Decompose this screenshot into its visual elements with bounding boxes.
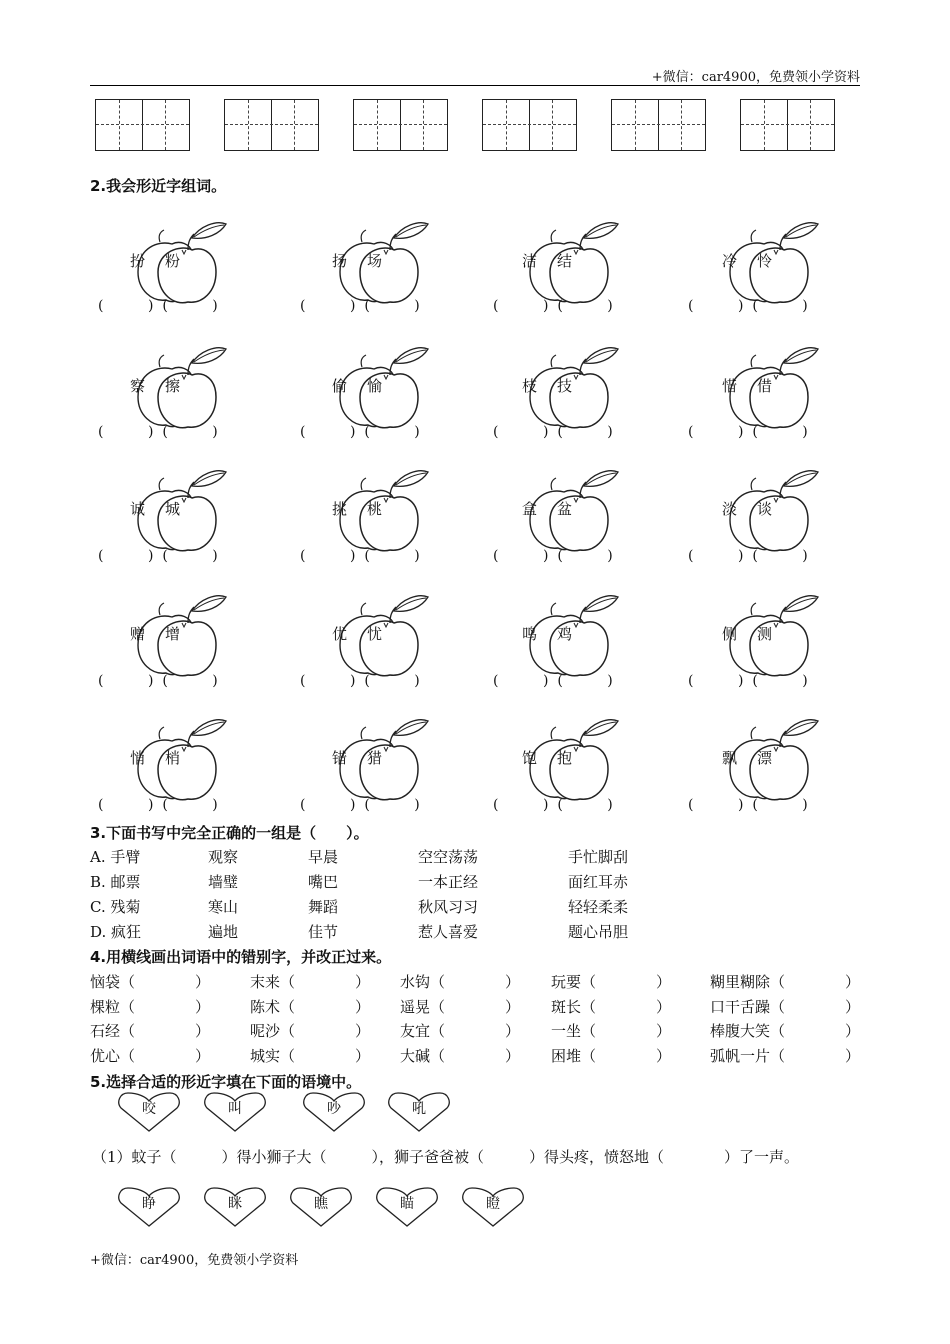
apple-char-left: 饱 (522, 749, 538, 767)
q3-option-cell: 秋风习习 (418, 898, 479, 916)
q4-word-blank[interactable]: 一坐（ ） (551, 1022, 672, 1040)
answer-blanks[interactable]: ( ) ( ) (98, 424, 218, 440)
q4-word-blank[interactable]: 困堆（ ） (551, 1046, 672, 1065)
apple-pair (712, 717, 832, 807)
q3-option-cell: 嘴巴 (308, 873, 339, 891)
q4-title: 4.用横线画出词语中的错别字，并改正过来。 (90, 948, 392, 966)
q4-word-blank[interactable]: 呢沙（ ） (250, 1022, 371, 1040)
apple-pair (712, 593, 832, 683)
apple-char-left: 偷 (332, 377, 348, 395)
answer-blanks[interactable]: ( ) ( ) (98, 673, 218, 689)
apple-char-left: 盒 (522, 500, 538, 518)
apple-char-right: 猎 (367, 749, 383, 767)
answer-blanks[interactable]: ( ) ( ) (493, 673, 613, 689)
apple-pair (322, 593, 442, 683)
apple-char-left: 枝 (522, 377, 538, 395)
apple-pair (322, 468, 442, 558)
q3-option-cell: 空空荡荡 (418, 848, 479, 866)
q4-word-blank[interactable]: 遥晃（ ） (400, 997, 521, 1016)
q5-sentence-1: （1）蚊子（ ）得小狮子大（ ），狮子爸爸被（ ）得头疼，愤怒地（ ）了一声。 (92, 1148, 800, 1166)
heart-char: 叫 (204, 1092, 266, 1132)
apple-char-right: 结 (557, 252, 573, 270)
answer-blanks[interactable]: ( ) ( ) (688, 797, 808, 813)
apple-pair (120, 717, 240, 807)
answer-blanks[interactable]: ( ) ( ) (300, 298, 420, 314)
apple-char-right: 抱 (557, 749, 573, 767)
answer-blanks[interactable]: ( ) ( ) (300, 673, 420, 689)
apple-char-right: 怜 (757, 252, 773, 270)
apple-pair (712, 468, 832, 558)
q3-option-cell: 早晨 (308, 848, 339, 866)
apple-char-right: 桃 (367, 500, 383, 518)
apple-char-left: 飘 (722, 749, 738, 767)
apple-char-left: 挑 (332, 500, 348, 518)
writing-grid-6[interactable] (740, 99, 835, 151)
answer-blanks[interactable]: ( ) ( ) (493, 548, 613, 564)
q3-option-cell: 轻轻柔柔 (568, 898, 629, 916)
header-note: +微信：car4900，免费领小学资料 (651, 70, 860, 85)
heart-char: 吼 (388, 1092, 450, 1132)
apple-char-right: 梢 (165, 749, 181, 767)
apple-char-left: 察 (130, 377, 146, 395)
q4-word-blank[interactable]: 糊里糊除（ ） (710, 973, 861, 991)
apple-char-left: 错 (332, 749, 348, 767)
apple-char-right: 擦 (165, 377, 181, 395)
writing-grid-4[interactable] (482, 99, 577, 151)
q4-word-blank[interactable]: 水钩（ ） (400, 973, 521, 991)
q4-word-blank[interactable]: 城实（ ） (250, 1046, 371, 1065)
apple-pair (712, 220, 832, 310)
q3-option-cell[interactable]: D. 疯狂 (90, 923, 142, 941)
apple-char-right: 借 (757, 377, 773, 395)
apple-pair (512, 593, 632, 683)
apple-char-left: 淡 (722, 500, 738, 518)
q3-option-cell[interactable]: A. 手臂 (90, 848, 141, 866)
q3-option-cell: 舞蹈 (308, 898, 339, 916)
apple-pair (512, 345, 632, 435)
q3-option-cell: 一本正经 (418, 873, 479, 891)
apple-char-right: 忧 (367, 625, 383, 643)
q4-word-blank[interactable]: 石经（ ） (90, 1022, 211, 1040)
apple-pair (120, 220, 240, 310)
apple-char-left: 诚 (130, 500, 146, 518)
apple-char-left: 洁 (522, 252, 538, 270)
q4-word-blank[interactable]: 大碱（ ） (400, 1046, 521, 1065)
q3-option-cell: 遍地 (208, 923, 239, 941)
apple-char-right: 盆 (557, 500, 573, 518)
q4-word-blank[interactable]: 恼袋（ ） (90, 973, 211, 991)
answer-blanks[interactable]: ( ) ( ) (300, 424, 420, 440)
answer-blanks[interactable]: ( ) ( ) (98, 797, 218, 813)
apple-char-right: 漂 (757, 749, 773, 767)
apple-char-left: 惜 (722, 377, 738, 395)
apple-char-left: 优 (332, 625, 348, 643)
answer-blanks[interactable]: ( ) ( ) (493, 298, 613, 314)
apple-char-right: 鸡 (557, 625, 573, 643)
apple-pair (712, 345, 832, 435)
apple-char-right: 愉 (367, 377, 383, 395)
apple-pair (322, 717, 442, 807)
q4-word-blank[interactable]: 棵粒（ ） (90, 997, 211, 1016)
answer-blanks[interactable]: ( ) ( ) (688, 298, 808, 314)
heart-char: 睁 (118, 1187, 180, 1227)
apple-pair (512, 468, 632, 558)
header-rule (90, 85, 860, 86)
q4-word-blank[interactable]: 斑长（ ） (551, 997, 672, 1016)
apple-char-right: 谈 (757, 500, 773, 518)
writing-grid-1[interactable] (95, 99, 190, 151)
writing-grid-2[interactable] (224, 99, 319, 151)
heart-char: 瞧 (290, 1187, 352, 1227)
q3-option-cell: 惹人喜爱 (418, 923, 479, 941)
apple-char-right: 场 (367, 252, 383, 270)
answer-blanks[interactable]: ( ) ( ) (98, 298, 218, 314)
q4-word-blank[interactable]: 口干舌躁（ ） (710, 997, 861, 1016)
answer-blanks[interactable]: ( ) ( ) (493, 797, 613, 813)
apple-char-right: 城 (165, 500, 181, 518)
q3-option-cell: 手忙脚刮 (568, 848, 629, 866)
heart-char: 咬 (118, 1092, 180, 1132)
apple-pair (120, 468, 240, 558)
heart-char: 瞪 (462, 1187, 524, 1227)
answer-blanks[interactable]: ( ) ( ) (493, 424, 613, 440)
answer-blanks[interactable]: ( ) ( ) (300, 797, 420, 813)
heart-char: 瞄 (376, 1187, 438, 1227)
q4-word-blank[interactable]: 弧帆一片（ ） (710, 1046, 861, 1065)
answer-blanks[interactable]: ( ) ( ) (688, 673, 808, 689)
apple-pair (322, 345, 442, 435)
q3-option-cell: 观察 (208, 848, 239, 866)
q3-option-cell[interactable]: B. 邮票 (90, 873, 141, 891)
writing-grid-3[interactable] (353, 99, 448, 151)
apple-char-left: 侧 (722, 625, 738, 643)
apple-char-left: 赠 (130, 625, 146, 643)
apple-pair (512, 717, 632, 807)
q3-option-cell: 面红耳赤 (568, 873, 629, 891)
q4-word-blank[interactable]: 棒腹大笑（ ） (710, 1022, 861, 1040)
answer-blanks[interactable]: ( ) ( ) (300, 548, 420, 564)
apple-pair (512, 220, 632, 310)
footer-note: +微信：car4900，免费领小学资料 (90, 1253, 299, 1268)
apple-char-right: 粉 (165, 252, 181, 270)
heart-char: 吵 (303, 1092, 365, 1132)
apple-char-left: 扮 (130, 252, 146, 270)
q4-word-blank[interactable]: 陈术（ ） (250, 997, 371, 1016)
q2-title: 2.我会形近字组词。 (90, 177, 227, 195)
apple-char-left: 鸣 (522, 625, 538, 643)
answer-blanks[interactable]: ( ) ( ) (98, 548, 218, 564)
apple-char-right: 技 (557, 377, 573, 395)
apple-char-right: 测 (757, 625, 773, 643)
writing-grid-5[interactable] (611, 99, 706, 151)
heart-char: 眯 (204, 1187, 266, 1227)
q3-option-cell: 墙璧 (208, 873, 239, 891)
q3-option-cell[interactable]: C. 残菊 (90, 898, 141, 916)
q3-option-cell: 寒山 (208, 898, 239, 916)
apple-pair (120, 345, 240, 435)
apple-char-left: 扬 (332, 252, 348, 270)
q3-title: 3.下面书写中完全正确的一组是（ ）。 (90, 824, 369, 842)
apple-pair (120, 593, 240, 683)
apple-pair (322, 220, 442, 310)
answer-blanks[interactable]: ( ) ( ) (688, 424, 808, 440)
q4-word-blank[interactable]: 玩要（ ） (551, 973, 672, 991)
q5-title: 5.选择合适的形近字填在下面的语境中。 (90, 1073, 362, 1091)
q3-option-cell: 佳节 (308, 923, 339, 941)
q4-word-blank[interactable]: 优心（ ） (90, 1046, 211, 1065)
apple-char-left: 悄 (130, 749, 146, 767)
apple-char-left: 冷 (722, 252, 738, 270)
apple-char-right: 增 (165, 625, 181, 643)
q4-word-blank[interactable]: 末来（ ） (250, 973, 371, 991)
q3-option-cell: 题心吊胆 (568, 923, 629, 941)
q4-word-blank[interactable]: 友宜（ ） (400, 1022, 521, 1040)
answer-blanks[interactable]: ( ) ( ) (688, 548, 808, 564)
